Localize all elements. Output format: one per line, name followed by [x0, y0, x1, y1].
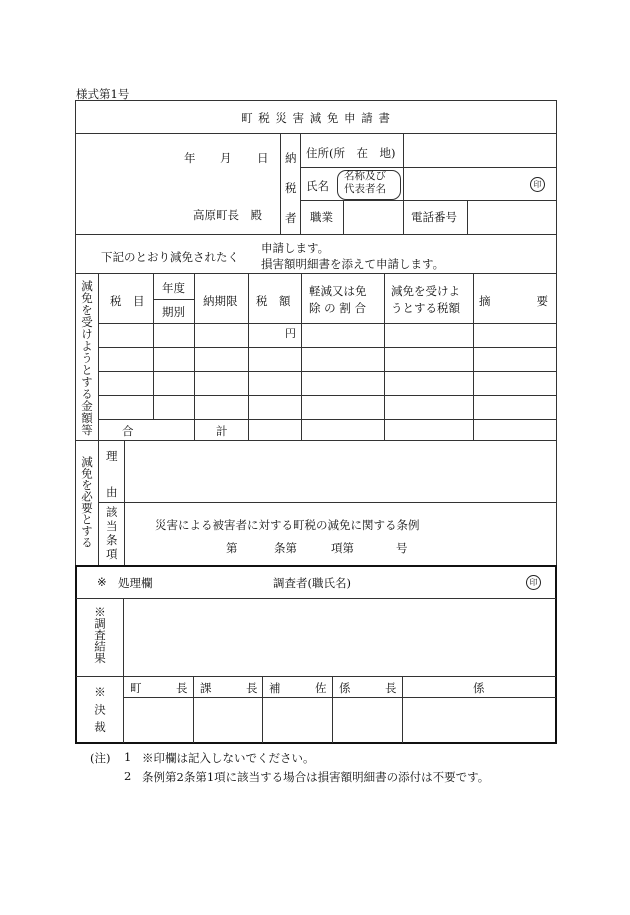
col-requested-amount-2: うとする税額 — [391, 301, 460, 315]
divider — [193, 676, 194, 743]
occupation-label: 職業 — [310, 210, 333, 224]
divider — [75, 234, 557, 235]
notes-prefix: (注) — [90, 751, 111, 765]
col-tax-item: 税 目 — [110, 294, 145, 308]
name-paren-line2: 代表者名 — [344, 183, 386, 195]
article-label-3: 項第 — [331, 541, 354, 555]
col-reduction-rate-2: 除 の 割 合 — [309, 301, 366, 315]
divider — [124, 440, 125, 566]
divider — [194, 273, 195, 440]
clause-label-1: 該 — [106, 505, 118, 519]
divider — [332, 676, 333, 743]
divider — [75, 273, 557, 274]
role-assistant: 補 佐 — [269, 681, 327, 695]
divider — [343, 200, 344, 234]
article-label-4: 号 — [396, 541, 408, 555]
col-requested-amount-1: 減免を受けよ — [391, 284, 460, 298]
divider — [98, 371, 557, 372]
divider — [153, 299, 194, 300]
divider — [75, 133, 557, 134]
processing-frame — [75, 565, 557, 744]
divider — [98, 440, 99, 566]
divider — [98, 273, 99, 440]
taxpayer-label-3: 者 — [285, 211, 297, 225]
divider — [123, 697, 556, 698]
request-option-2: 損害額明細書を添えて申請します。 — [261, 257, 445, 271]
role-staff: 係 — [473, 681, 485, 695]
divider — [98, 347, 557, 348]
request-option-1: 申請します。 — [261, 241, 330, 255]
date-year: 年 — [184, 151, 196, 165]
divider — [248, 273, 249, 440]
divider — [300, 167, 557, 168]
col-due-date: 納期限 — [203, 294, 238, 308]
processing-mark: ※ — [97, 575, 107, 589]
divider — [403, 133, 404, 234]
reason-side-label: 減免を必要とする — [80, 456, 94, 548]
divider — [300, 133, 301, 234]
divider — [280, 133, 281, 234]
address-label: 住所(所 在 地) — [306, 146, 396, 160]
divider — [98, 323, 557, 324]
note-text-1: ※印欄は記入しないでください。 — [142, 751, 315, 765]
total-label-1: 合 — [122, 424, 134, 438]
addressee: 高原町長 殿 — [193, 208, 262, 222]
date-day: 日 — [257, 151, 269, 165]
request-text: 下記のとおり減免されたく — [101, 250, 239, 264]
ordinance-name: 災害による被害者に対する町税の減免に関する条例 — [155, 518, 420, 532]
date-month: 月 — [220, 151, 232, 165]
name-paren-line1: 名称及び — [344, 170, 386, 182]
role-mayor: 町 長 — [130, 681, 188, 695]
divider — [153, 273, 154, 419]
taxpayer-label-2: 税 — [285, 181, 297, 195]
divider — [123, 598, 124, 743]
amount-side-label: 減免を受けようとする金額等 — [80, 280, 94, 436]
col-fiscal-year: 年度 — [162, 281, 185, 295]
divider — [76, 598, 556, 599]
clause-label-3: 条 — [106, 533, 118, 547]
approval-label: ※決裁 — [93, 686, 107, 739]
divider — [98, 395, 557, 396]
divider — [384, 273, 385, 440]
form-number: 様式第1号 — [76, 87, 130, 101]
taxpayer-label-1: 納 — [285, 151, 297, 165]
divider — [467, 200, 468, 234]
divider — [473, 273, 474, 440]
divider — [262, 676, 263, 743]
seal-icon: 印 — [526, 575, 541, 590]
col-remarks: 摘 要 — [479, 294, 548, 308]
col-reduction-rate-1: 軽減又は免 — [309, 284, 367, 298]
yen-unit: 円 — [285, 327, 296, 340]
total-label-2: 計 — [216, 424, 228, 438]
reason-label-1: 理 — [106, 449, 118, 463]
divider — [75, 440, 557, 441]
note-number-1: 1 — [124, 750, 132, 764]
col-tax-amount: 税 額 — [256, 294, 291, 308]
divider — [98, 419, 557, 420]
role-unit-chief: 係 長 — [339, 681, 397, 695]
reason-label-2: 由 — [106, 485, 118, 499]
clause-label-2: 当 — [106, 519, 118, 533]
investigation-result-label: ※調査結果 — [93, 606, 107, 664]
divider — [98, 502, 557, 503]
divider — [402, 676, 403, 743]
divider — [76, 676, 556, 677]
note-text-2: 条例第2条第1項に該当する場合は損害額明細書の添付は不要です。 — [142, 770, 490, 784]
divider — [300, 200, 557, 201]
form-title: 町 税 災 害 減 免 申 請 書 — [241, 111, 391, 125]
phone-label: 電話番号 — [411, 210, 457, 224]
seal-icon: 印 — [530, 177, 545, 192]
note-number-2: 2 — [124, 769, 132, 783]
processing-label: 処理欄 — [118, 576, 153, 590]
investigator-label: 調査者(職氏名) — [273, 576, 351, 590]
col-period: 期別 — [162, 305, 185, 319]
role-section-chief: 課 長 — [200, 681, 258, 695]
clause-label-4: 項 — [106, 547, 118, 561]
name-label: 氏名 — [306, 179, 329, 193]
divider — [301, 273, 302, 440]
article-label-1: 第 — [226, 541, 238, 555]
article-label-2: 条第 — [274, 541, 297, 555]
